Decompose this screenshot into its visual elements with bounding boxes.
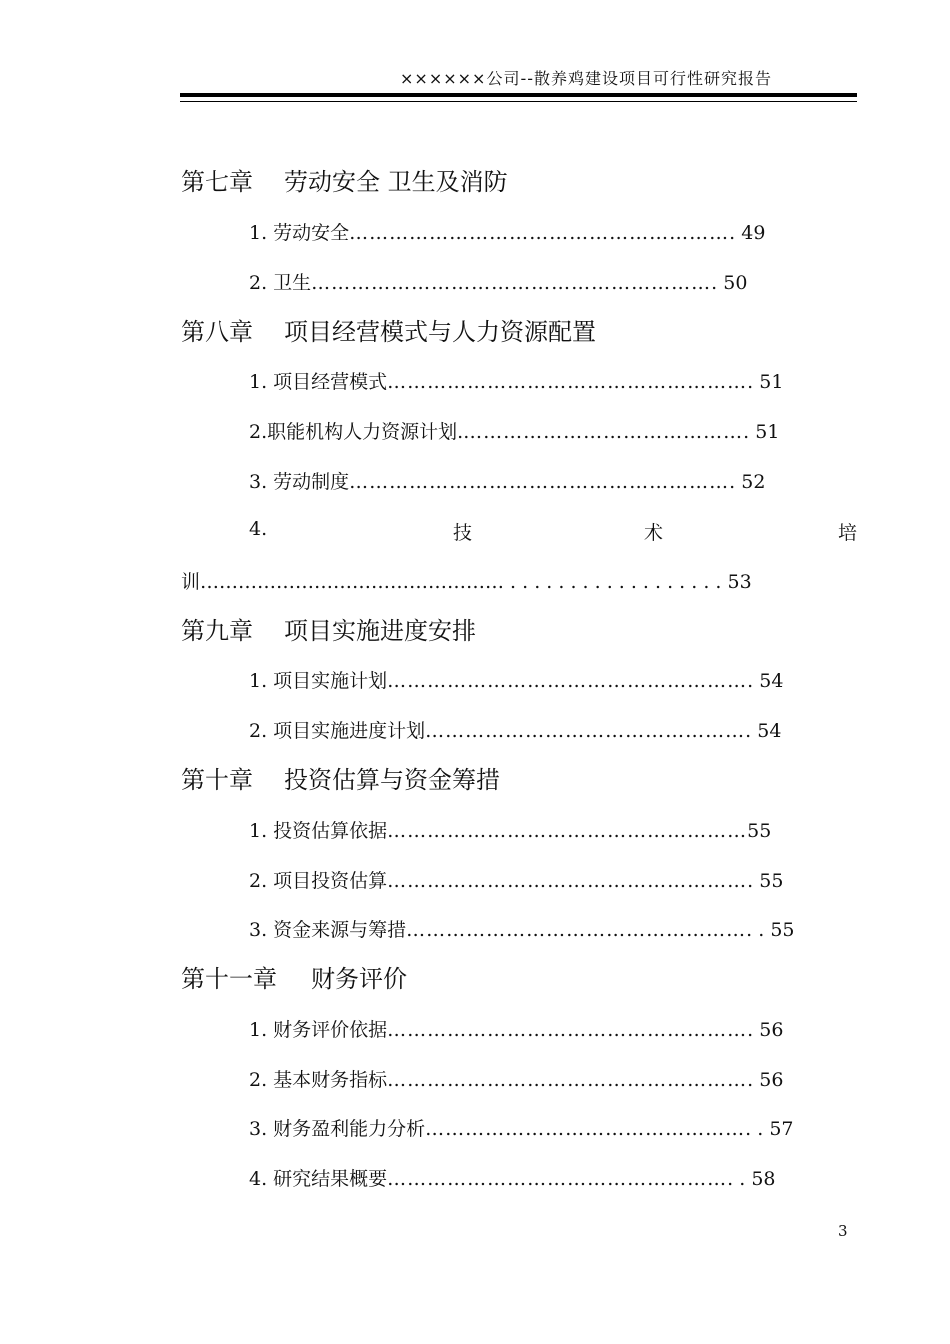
toc-entry-label: 3. 资金来源与筹措 (249, 919, 407, 941)
toc-leader: ………………………………………………… (349, 471, 730, 493)
toc-leader: ………………………………………… . . . . . . . . . . . . . . . . . . (200, 571, 722, 593)
toc-entry-page: 52 (741, 471, 766, 493)
toc-entry[interactable]: 1. 项目经营模式………………………………………………. 51 (249, 371, 784, 393)
chapter-number: 第九章 (181, 617, 253, 645)
toc-leader: ……………………………………………… (387, 670, 748, 692)
toc-entry-label: 1. 项目实施计划 (249, 670, 388, 692)
toc-entry-label: 1. 投资估算依据 (249, 820, 388, 842)
toc-leader: ……………………………………………… (387, 1019, 748, 1041)
chapter-title: 财务评价 (311, 965, 407, 993)
toc-entry-label: 3. 劳动制度 (249, 471, 350, 493)
page-number: 3 (838, 1222, 848, 1240)
toc-entry[interactable]: 1. 劳动安全…………………………………………………. 49 (249, 222, 766, 244)
chapter-heading[interactable] (181, 162, 508, 197)
toc-entry-page: 54 (757, 720, 782, 742)
toc-entry[interactable]: 2. 项目投资估算………………………………………………. 55 (249, 870, 784, 892)
toc-entry-number: 4. (249, 518, 268, 540)
chapter-number: 第八章 (181, 318, 253, 346)
toc-leader: ………………………………………………… (349, 222, 730, 244)
toc-entry-label: 2. 项目投资估算 (249, 870, 388, 892)
toc-entry-label: 2.职能机构人力资源计划. (249, 421, 464, 443)
chapter-title: 项目经营模式与人力资源配置 (284, 318, 596, 346)
toc-entry[interactable]: 3. 劳动制度…………………………………………………. 52 (249, 471, 766, 493)
toc-entry-page: 56 (759, 1069, 784, 1091)
toc-leader: ……………………………………………… (387, 371, 748, 393)
chapter-title: 劳动安全 卫生及消防 (284, 168, 508, 196)
toc-entry-label: 1. 项目经营模式 (249, 371, 388, 393)
chapter-number: 第十一章 (181, 965, 277, 993)
toc-entry-page: 53 (727, 571, 752, 593)
toc-entry[interactable]: 4. 研究结果概要……………………………………………. . 58 (249, 1168, 776, 1190)
toc-entry-char: 术 (644, 522, 664, 544)
chapter-heading[interactable] (181, 611, 476, 646)
toc-entry-label: 2. 卫生 (249, 272, 312, 294)
chapter-number: 第十章 (181, 766, 253, 794)
header-rule-thick (180, 93, 857, 97)
toc-entry[interactable] (249, 816, 771, 843)
toc-entry-label: 3. 财务盈利能力分析 (249, 1118, 426, 1140)
toc-entry[interactable]: 2.职能机构人力资源计划.……………………………………. 51 (249, 421, 780, 443)
chapter-title: 项目实施进度安排 (284, 617, 476, 645)
chapter-heading[interactable] (181, 959, 407, 994)
toc-leader: ……………………………………………… (387, 820, 748, 842)
toc-leader: …………………………………………… (387, 1168, 728, 1190)
toc-entry-page: 58 (751, 1168, 776, 1190)
toc-leader: ……………………………………………… (387, 1069, 748, 1091)
chapter-number: 第七章 (181, 168, 253, 196)
toc-entry-page: 54 (759, 670, 784, 692)
toc-entry[interactable]: 2. 基本财务指标………………………………………………. 56 (249, 1069, 784, 1091)
toc-leader: ……………………………………………… (387, 870, 748, 892)
toc-entry[interactable] (181, 567, 752, 594)
toc-entry-page: 56 (759, 1019, 784, 1041)
toc-entry[interactable]: 2. 项目实施进度计划…………………………………………. 54 (249, 720, 782, 742)
toc-entry-page: 55 (747, 820, 772, 842)
toc-entry-label: 1. 财务评价依据 (249, 1019, 388, 1041)
running-header: ××××××公司--散养鸡建设项目可行性研究报告 (400, 69, 772, 88)
toc-entry-label: 2. 基本财务指标 (249, 1069, 388, 1091)
toc-leader: ………………………………………… (425, 720, 746, 742)
toc-leader: ………………………………………… (425, 1118, 746, 1140)
toc-leader: …………………………………………………… (311, 272, 712, 294)
toc-entry-label: 2. 项目实施进度计划 (249, 720, 426, 742)
chapter-heading[interactable] (181, 760, 500, 795)
chapter-title: 投资估算与资金筹措 (284, 766, 500, 794)
toc-entry-page: 51 (759, 371, 784, 393)
toc-entry-page: 50 (723, 272, 748, 294)
toc-entry-page: 57 (769, 1118, 794, 1140)
toc-entry-page: 49 (741, 222, 766, 244)
toc-entry[interactable]: 1. 项目实施计划………………………………………………. 54 (249, 670, 784, 692)
header-rule-thin (180, 101, 857, 102)
chapter-heading[interactable] (181, 312, 596, 347)
toc-entry-char: 技 (453, 522, 473, 544)
toc-leader: …………………………………………… (406, 919, 747, 941)
toc-entry-label: 1. 劳动安全 (249, 222, 350, 244)
toc-entry-page: 51 (755, 421, 780, 443)
toc-entry[interactable]: 2. 卫生……………………………………………………. 50 (249, 272, 748, 294)
toc-entry-page: 55 (770, 919, 795, 941)
toc-entry-label: 4. 研究结果概要 (249, 1168, 388, 1190)
toc-entry-char: 训 (181, 571, 201, 593)
toc-entry-page: 55 (759, 870, 784, 892)
toc-entry[interactable]: 3. 资金来源与筹措……………………………………………. . 55 (249, 919, 795, 941)
toc-entry-char: 培 (838, 522, 858, 544)
toc-entry[interactable]: 3. 财务盈利能力分析…………………………………………. . 57 (249, 1118, 794, 1140)
toc-entry[interactable]: 1. 财务评价依据………………………………………………. 56 (249, 1019, 784, 1041)
toc-leader: …………………………………… (463, 421, 744, 443)
